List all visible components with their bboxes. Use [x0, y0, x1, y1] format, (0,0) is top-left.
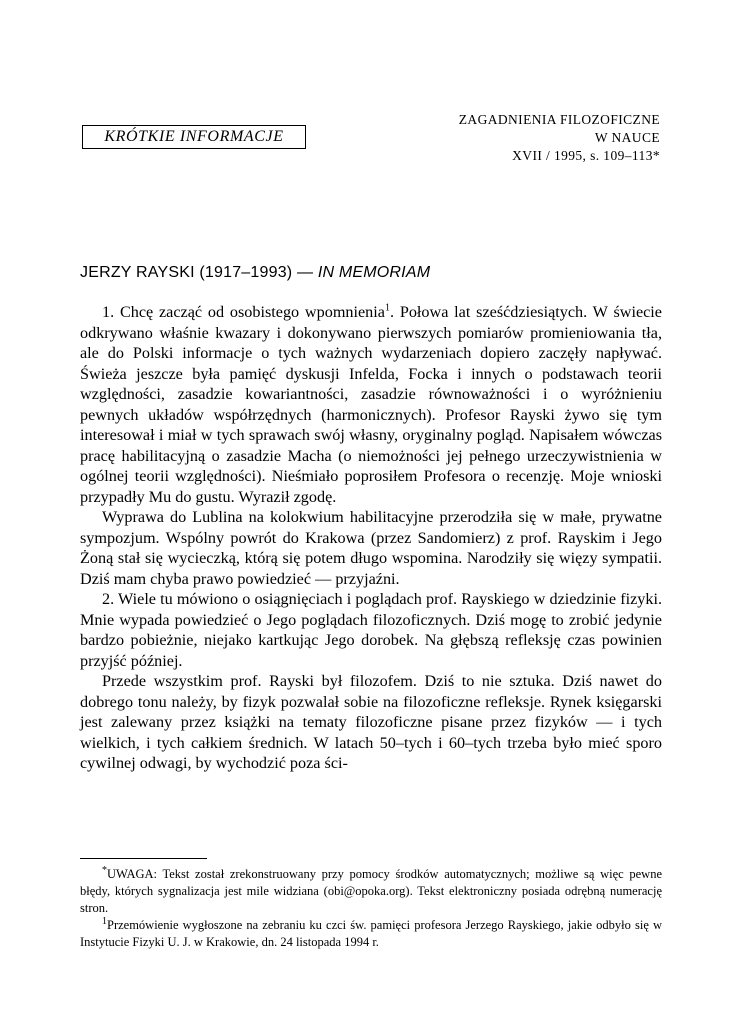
footnote-divider	[80, 858, 207, 859]
paragraph-1-start: 1. Chcę zacząć od osobistego wpomnienia	[102, 303, 385, 321]
footnote-ref-1: 1	[384, 302, 390, 314]
paragraph-2: Wyprawa do Lublina na kolokwium habilitacyjne przerodziła się w małe, prywatne sympozjum. Wspólny powrót do Krakowa (przez Sandomierz) z prof. Rayskim i Jego Żoną stał się wycieczką, którą się potem długo wspomina. Narodziły się więzy sympatii. Dziś mam chyba prawo powiedzieć — przyjaźni.	[80, 508, 662, 588]
section-label	[82, 125, 306, 149]
article-title	[80, 263, 430, 283]
journal-name: ZAGADNIENIA FILOZOFICZNE	[458, 112, 660, 127]
paragraph-1-rest: . Połowa lat sześćdziesiątych. W świecie odkrywano właśnie kwazary i dokonywano pierwszych pomiarów promieniowania tła, ale do Polski informacje o tych ważnych wydarzeniach dopiero zaczęły napływać. Świeża jeszcze była pamięć dyskusji Infelda, Focka i innych o podstawach teorii względności, zasadzie kowariantności, zasadzie równoważności i o wyróżnieniu pewnych układów współrzędnych (harmonicznych). Profesor Rayski żywo się tym interesował i miał w tych sprawach swój własny, oryginalny pogląd. Napisałem wówczas pracę habilitacyjną o zasadzie Macha (o niemożności jej pełnego urzeczywistnienia w ogólnej teorii względności). Nieśmiało poprosiłem Profesora o recenzję. Moje wnioski przypadły Mu do gustu. Wyraził zgodę.	[80, 303, 662, 506]
journal-info	[380, 111, 660, 165]
footnote-star	[80, 866, 662, 917]
paragraph-4: Przede wszystkim prof. Rayski był filozofem. Dziś to nie sztuka. Dziś nawet do dobrego tonu należy, by fizyk pozwalał sobie na filozoficzne refleksje. Rynek księgarski jest zalewany przez książki na tematy filozoficzne pisane przez fizyków — i tych wielkich, i tych całkiem średnich. W latach 50–tych i 60–tych trzeba było mieć sporo cywilnej odwagi, by wychodzić poza ści-	[80, 672, 662, 772]
footnotes	[80, 866, 662, 951]
journal-volume: XVII / 1995, s. 109–113*	[512, 148, 660, 163]
article-body	[80, 302, 662, 774]
article-title-italic: IN MEMORIAM	[317, 264, 431, 281]
journal-subtitle: W NAUCE	[594, 130, 660, 145]
footnote-1-mark: 1	[102, 915, 107, 927]
footnote-1-text: Przemówienie wygłoszone na zebraniu ku czci św. pamięci profesora Jerzego Rayskiego, jakie odbyło się w Instytucie Fizyki U. J. w Krakowie, dn. 24 listopada 1994 r.	[80, 918, 662, 949]
section-label-text: KRÓTKIE INFORMACJE	[104, 128, 284, 145]
footnote-star-mark: *	[102, 864, 107, 876]
paragraph-1	[80, 302, 662, 507]
footnote-star-text: UWAGA: Tekst został zrekonstruowany przy pomocy środków automatycznych; możliwe są więc pewne błędy, których sygnalizacja jest mile widziana (obi@opoka.org). Tekst elektroniczny posiada odrębną numerację stron.	[80, 867, 662, 915]
footnote-1	[80, 917, 662, 951]
paragraph-3: 2. Wiele tu mówiono o osiągnięciach i poglądach prof. Rayskiego w dziedzinie fizyki. Mnie wypada powiedzieć o Jego poglądach filozoficznych. Dziś mogę to zrobić jedynie bardzo pobieżnie, niejako kartkując Jego dorobek. Na głębszą refleksję czas powinien przyjść później.	[80, 590, 662, 670]
article-title-main: JERZY RAYSKI (1917–1993) —	[80, 264, 318, 281]
